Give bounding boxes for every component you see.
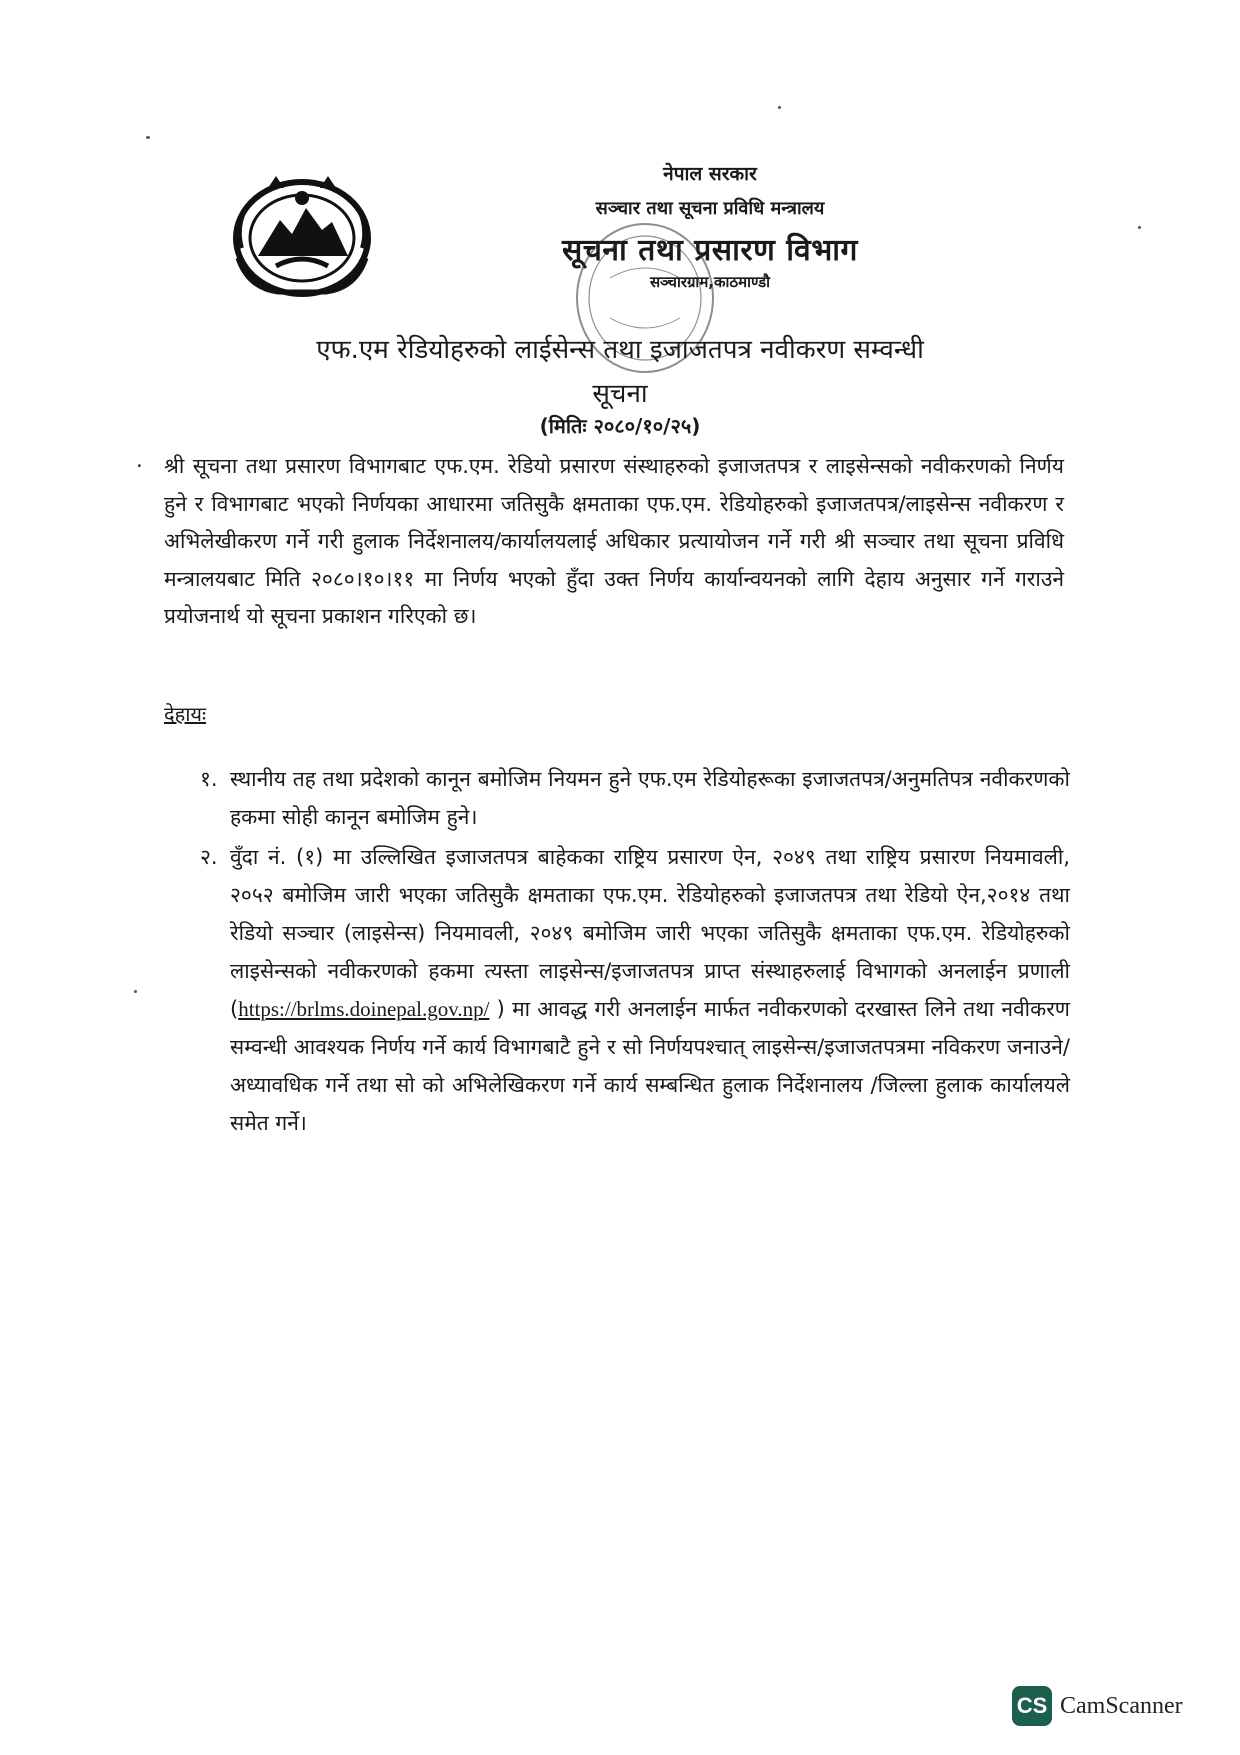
notice-heading: सूचना	[592, 379, 648, 409]
department-location: सञ्चारग्राम,काठमाण्डौ	[649, 273, 770, 291]
list-item-number: २.	[200, 845, 218, 869]
list-item	[200, 838, 1070, 1142]
government-name: नेपाल सरकार	[663, 163, 757, 185]
camscanner-name: CamScanner	[1060, 1692, 1183, 1719]
ministry-name: सञ्चार तथा सूचना प्रविधि मन्त्रालय	[595, 198, 825, 219]
department-name: सूचना तथा प्रसारण विभाग	[562, 233, 858, 268]
scan-speck	[134, 990, 137, 993]
margin-dot: .	[136, 448, 143, 472]
scan-speck	[1138, 226, 1141, 229]
camscanner-watermark	[1012, 1686, 1183, 1726]
scan-speck	[778, 106, 781, 109]
provision-list	[200, 760, 1070, 1142]
list-item	[200, 760, 1070, 836]
list-item-text-after: ) मा आवद्ध गरी अनलाईन मार्फत नवीकरणको दरखास्त लिने तथा नवीकरण सम्वन्धी आवश्यक निर्णय गर्ने कार्य विभागबाटै हुने र सो निर्णयपश्चात् लाइसेन्स/इजाजतपत्रमा नविकरण जनाउने/अध्यावधिक गर्ने तथा सो को अभिलेखिकरण गर्ने कार्य सम्बन्धित हुलाक निर्देशनालय /जिल्ला हुलाक कार्यालयले समेत गर्ने।	[230, 997, 1070, 1135]
dehaya-label: देहायः	[164, 702, 207, 726]
notice-title: एफ.एम रेडियोहरुको लाईसेन्स तथा इजाजतपत्र नवीकरण सम्वन्धी	[316, 335, 924, 365]
list-item-text: स्थानीय तह तथा प्रदेशको कानून बमोजिम नियमन हुने एफ.एम रेडियोहरूका इजाजतपत्र/अनुमतिपत्र नवीकरणको हकमा सोही कानून बमोजिम हुने।	[230, 767, 1070, 829]
list-item-number: १.	[200, 767, 218, 791]
scan-speck	[146, 136, 150, 139]
list-item-text-before: वुँदा नं. (१) मा उल्लिखित इजाजतपत्र बाहेकका राष्ट्रिय प्रसारण ऐन, २०४९ तथा राष्ट्रिय प्रसारण नियमावली, २०५२ बमोजिम जारी भएका जतिसुकै क्षमताका एफ.एम. रेडियोहरुको इजाजतपत्र तथा रेडियो ऐन,२०१४ तथा रेडियो सञ्चार (लाइसेन्स) नियमावली, २०४९ बमोजिम जारी भएका जतिसुकै क्षमताका एफ.एम. रेडियोहरुको लाइसेन्सको नवीकरणको हकमा त्यस्ता लाइसेन्स/इजाजतपत्र प्राप्त संस्थाहरुलाई विभागको अनलाईन प्रणाली (	[230, 845, 1070, 1021]
notice-paragraph: श्री सूचना तथा प्रसारण विभागबाट एफ.एम. रेडियो प्रसारण संस्थाहरुको इजाजतपत्र र लाइसेन्सको नवीकरणको निर्णय हुने र विभागबाट भएको निर्णयका आधारमा जतिसुकै क्षमताका एफ.एम. रेडियोहरुको इजाजतपत्र/लाइसेन्स नवीकरण र अभिलेखीकरण गर्ने गरी हुलाक निर्देशनालय/कार्यालयलाई अधिकार प्रत्यायोजन गर्ने गरी श्री सञ्चार तथा सूचना प्रविधि मन्त्रालयबाट मिति २०८०।१०।११ मा निर्णय भएको हुँदा उक्त निर्णय कार्यान्वयनको लागि देहाय अनुसार गर्ने गराउने प्रयोजनार्थ यो सूचना प्रकाशन गरिएको छ।	[164, 454, 1064, 628]
camscanner-logo-icon: CS	[1012, 1686, 1052, 1726]
online-system-link[interactable]: https://brlms.doinepal.gov.np/	[238, 997, 490, 1021]
notice-date: (मितिः २०८०/१०/२५)	[539, 414, 701, 438]
